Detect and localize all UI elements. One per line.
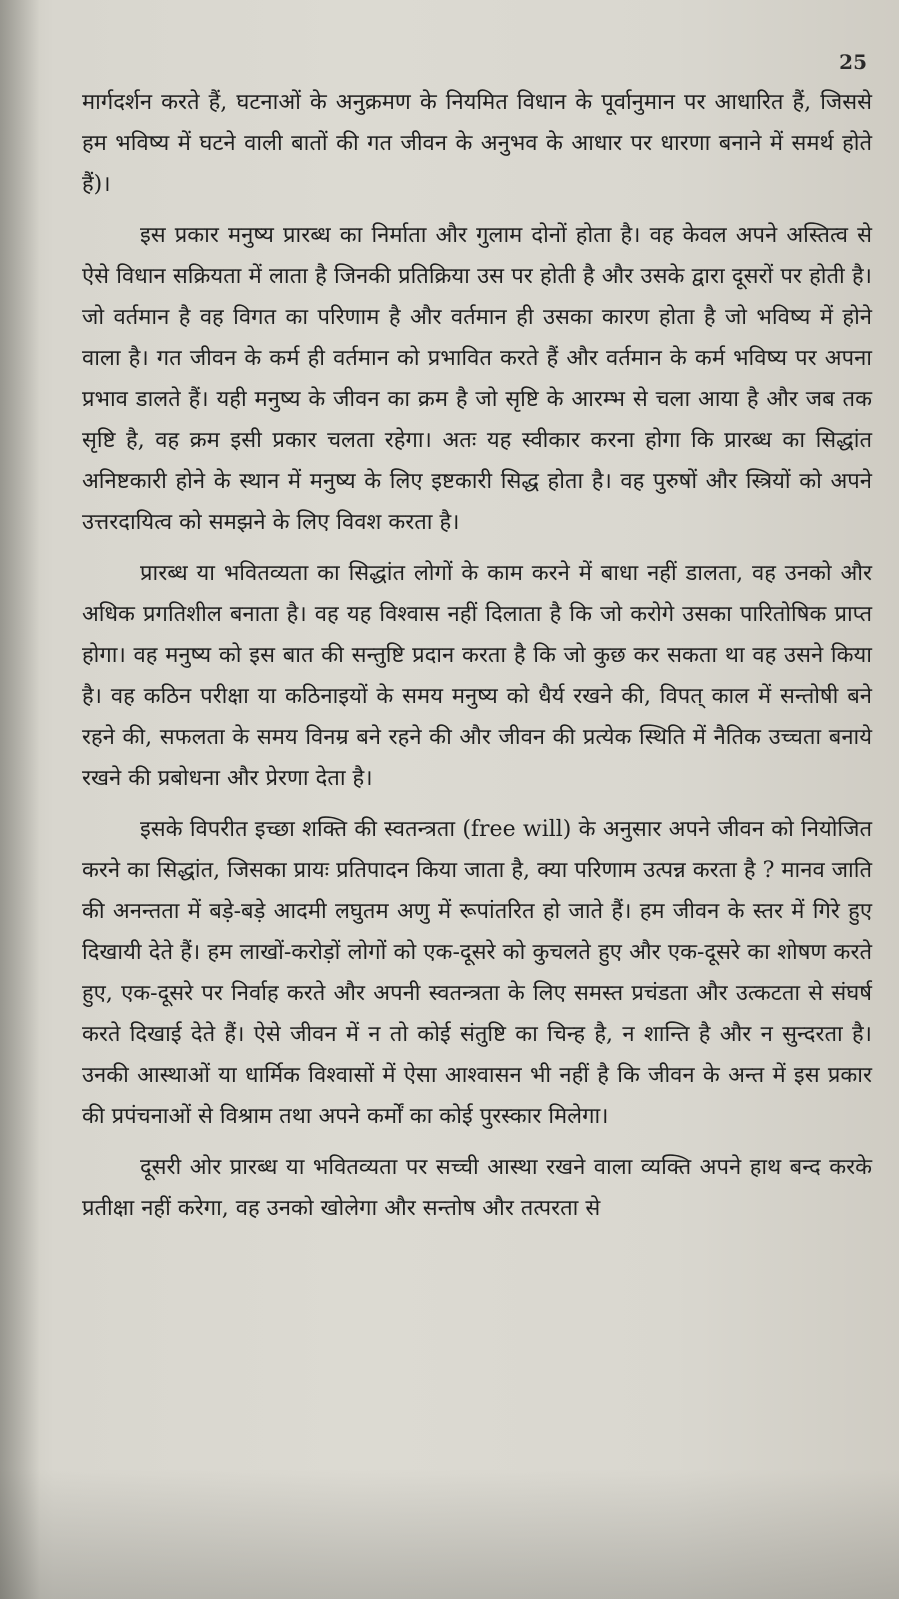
paragraph-2: इस प्रकार मनुष्य प्रारब्ध का निर्माता और गुलाम दोनों होता है। वह केवल अपने अस्तित्व से ऐसे विधान सक्रियता में लाता है जिनकी प्रतिक्रिया उस पर होती है और उसके द्वारा दूसरों पर होती है। जो वर्तमान है वह विगत का परिणाम है और वर्तमान ही उसका कारण होता है जो भविष्य में होने वाला है। गत जीवन के कर्म ही वर्तमान को प्रभावित करते हैं और वर्तमान के कर्म भविष्य पर अपना प्रभाव डालते हैं। यही मनुष्य के जीवन का क्रम है जो सृष्टि के आरम्भ से चला आया है और जब तक सृष्टि है, वह क्रम इसी प्रकार चलता रहेगा। अतः यह स्वीकार करना होगा कि प्रारब्ध का सिद्धांत अनिष्टकारी होने के स्थान में मनुष्य के लिए इष्टकारी सिद्ध होता है। वह पुरुषों और स्त्रियों को अपने उत्तरदायित्व को समझने के लिए विवश करता है। bbox=[82, 223, 872, 535]
paragraph-1: मार्गदर्शन करते हैं, घटनाओं के अनुक्रमण के नियमित विधान के पूर्वानुमान पर आधारित हैं, जिससे हम भविष्य में घटने वाली बातों की गत जीवन के अनुभव के आधार पर धारणा बनाने में समर्थ होते हैं)। bbox=[82, 90, 872, 197]
paragraph-5: दूसरी ओर प्रारब्ध या भवितव्यता पर सच्ची आस्था रखने वाला व्यक्ति अपने हाथ बन्द करके प्रतीक्षा नहीं करेगा, वह उनको खोलेगा और सन्तोष और तत्परता से bbox=[82, 1155, 872, 1221]
paragraph-3: प्रारब्ध या भवितव्यता का सिद्धांत लोगों के काम करने में बाधा नहीं डालता, वह उनको और अधिक प्रगतिशील बनाता है। वह यह विश्वास नहीं दिलाता है कि जो करोगे उसका पारितोषिक प्राप्त होगा। वह मनुष्य को इस बात की सन्तुष्टि प्रदान करता है कि जो कुछ कर सकता था वह उसने किया है। वह कठिन परीक्षा या कठिनाइयों के समय मनुष्य को धैर्य रखने की, विपत् काल में सन्तोषी बने रहने की, सफलता के समय विनम्र बने रहने की और जीवन की प्रत्येक स्थिति में नैतिक उच्चता बनाये रखने की प्रबोधना और प्रेरणा देता है। bbox=[82, 561, 872, 791]
page-body bbox=[82, 82, 872, 1239]
page-number: 25 bbox=[839, 50, 867, 74]
paragraph-4: इसके विपरीत इच्छा शक्ति की स्वतन्त्रता (free will) के अनुसार अपने जीवन को नियोजित करने का सिद्धांत, जिसका प्रायः प्रतिपादन किया जाता है, क्या परिणाम उत्पन्न करता है ? मानव जाति की अनन्तता में बड़े-बड़े आदमी लघुतम अणु में रूपांतरित हो जाते हैं। हम जीवन के स्तर में गिरे हुए दिखायी देते हैं। हम लाखों-करोड़ों लोगों को एक-दूसरे को कुचलते हुए और एक-दूसरे का शोषण करते हुए, एक-दूसरे पर निर्वाह करते और अपनी स्वतन्त्रता के लिए समस्त प्रचंडता और उत्कटता से संघर्ष करते दिखाई देते हैं। ऐसे जीवन में न तो कोई संतुष्टि का चिन्ह है, न शान्ति है और न सुन्दरता है। उनकी आस्थाओं या धार्मिक विश्वासों में ऐसा आश्वासन भी नहीं है कि जीवन के अन्त में इस प्रकार की प्रपंचनाओं से विश्राम तथा अपने कर्मों का कोई पुरस्कार मिलेगा। bbox=[82, 817, 872, 1129]
page-binding-shadow bbox=[0, 0, 40, 1599]
page-bottom-shadow bbox=[0, 1469, 899, 1599]
